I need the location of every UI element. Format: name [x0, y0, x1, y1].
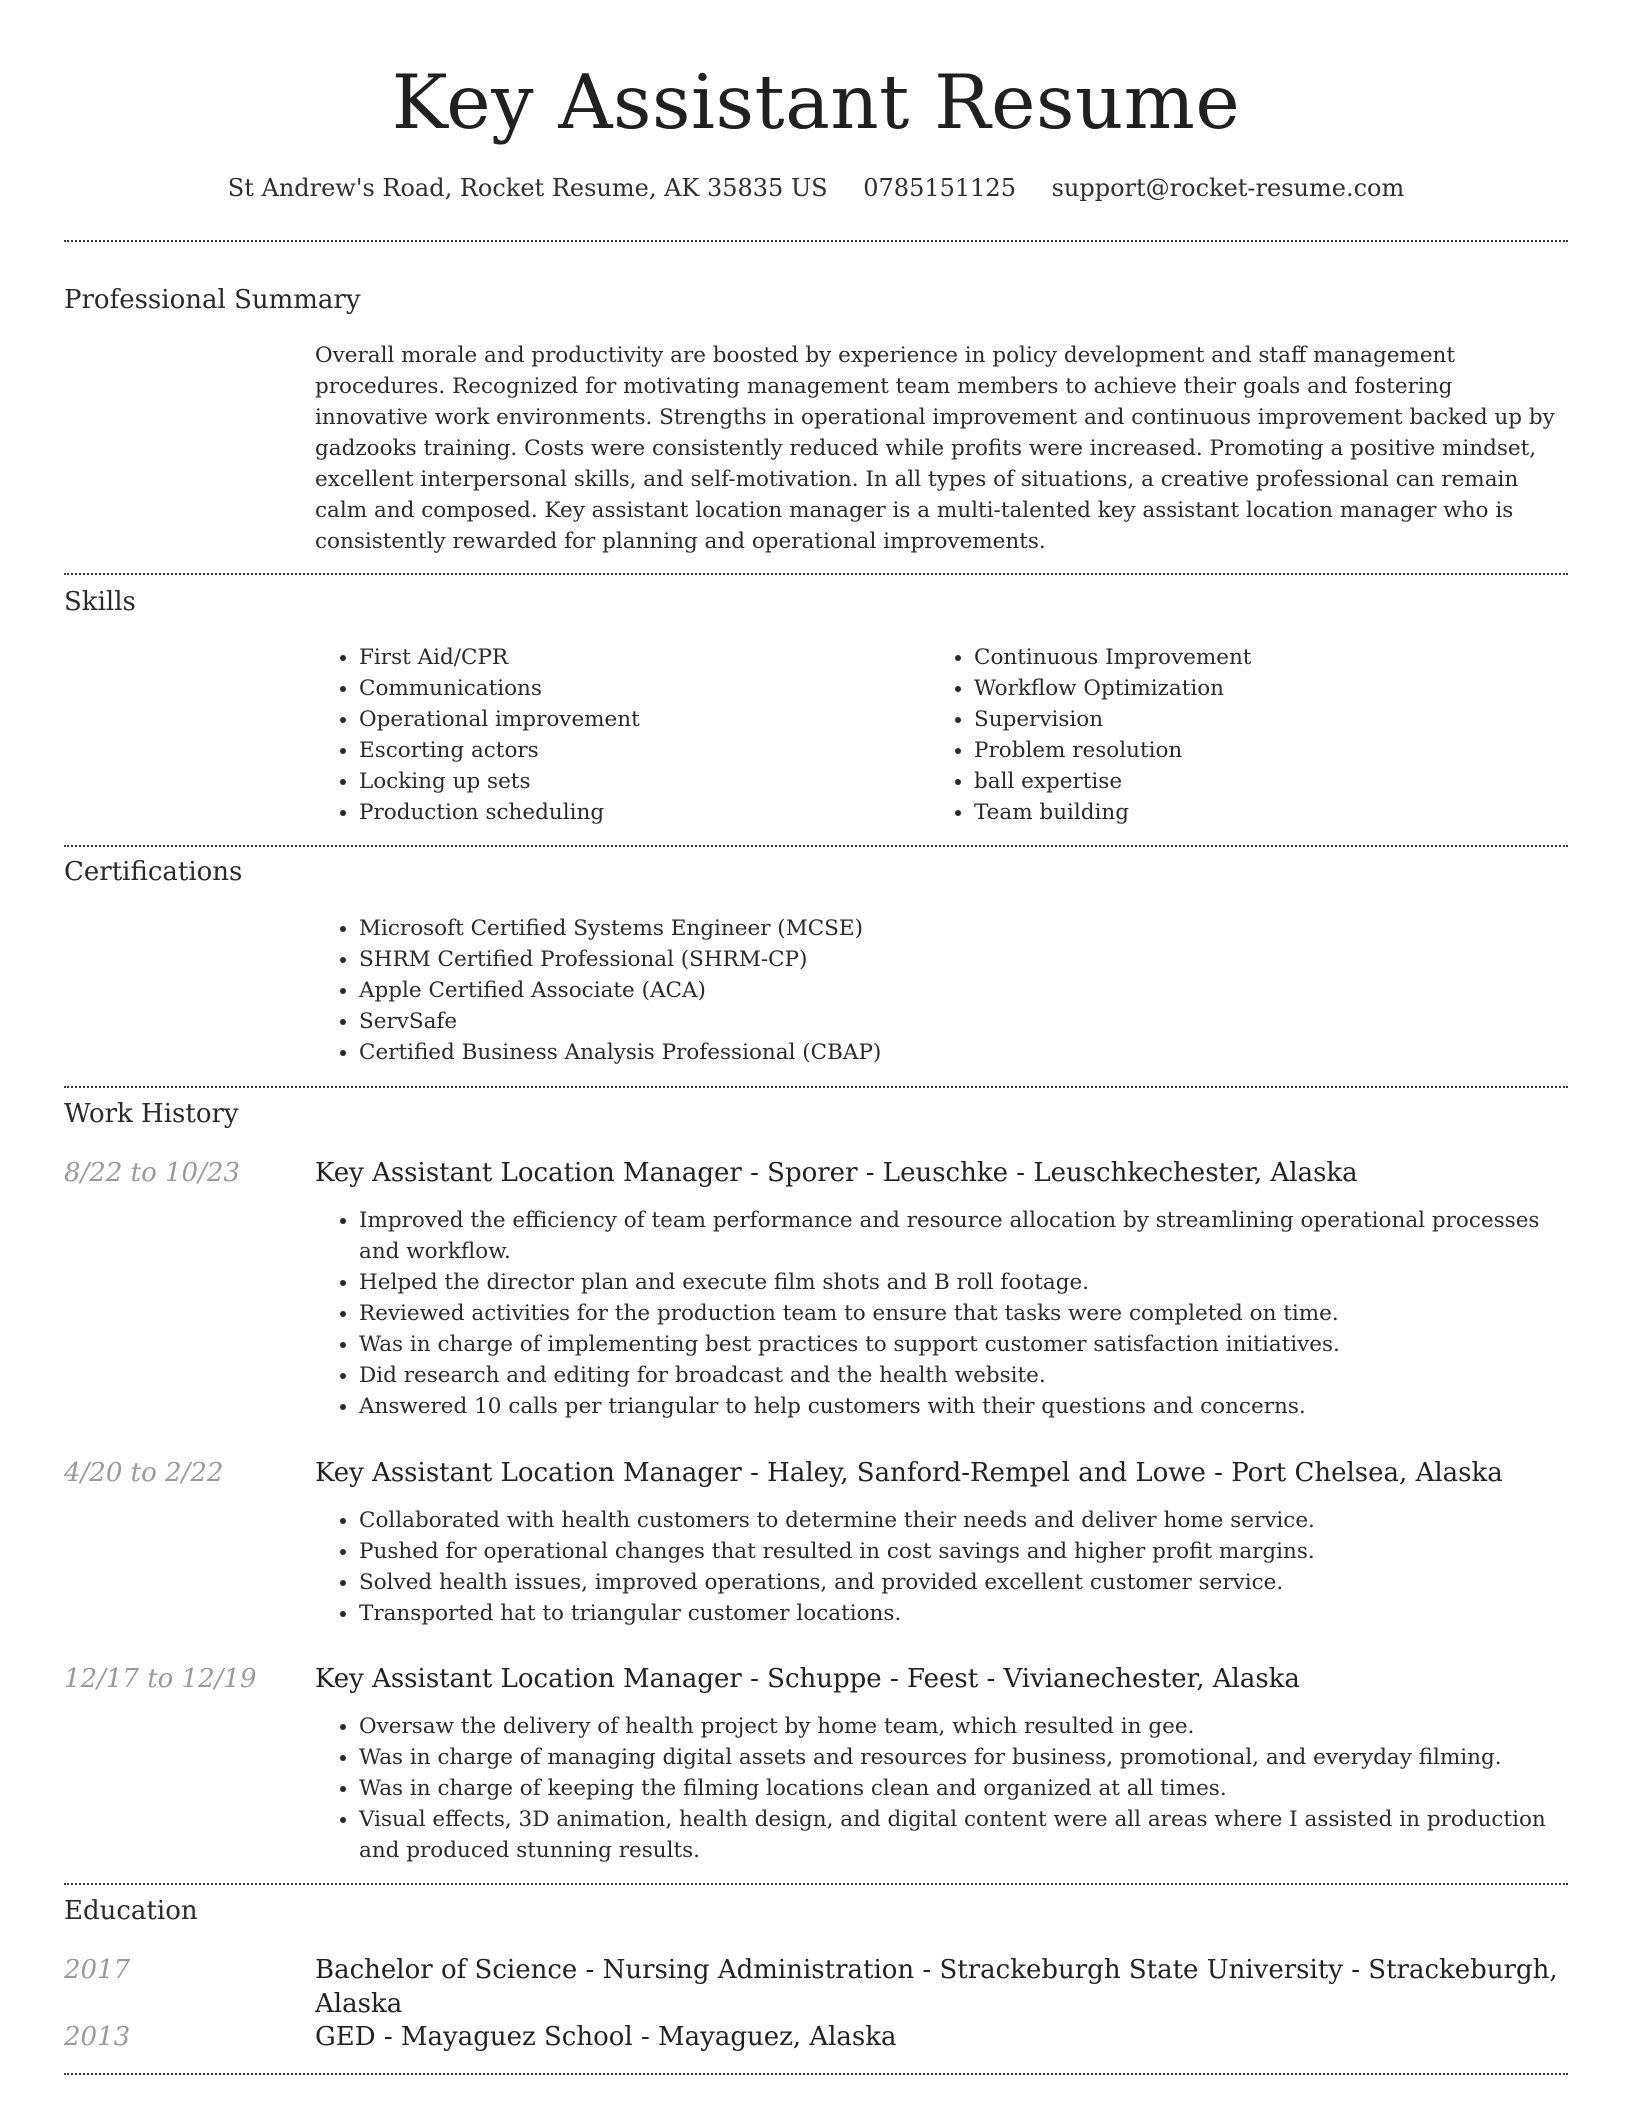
job-title: Key Assistant Location Manager - Haley, Sanford-Rempel and Lowe - Port Chelsea, Alaska — [315, 1458, 1503, 1488]
job-bullet: • Was in charge of keeping the filming locations clean and organized at all times. — [359, 1773, 1574, 1804]
work-history-heading: Work History — [64, 1099, 239, 1129]
skills-list-right — [930, 642, 1574, 828]
skill-item: • Continuous Improvement — [974, 642, 1574, 673]
certification-item: • SHRM Certified Professional (SHRM-CP) — [359, 944, 1559, 975]
skills-list-left — [315, 642, 919, 828]
job-bullet: • Pushed for operational changes that resulted in cost savings and higher profit margins. — [359, 1536, 1574, 1567]
skills-heading: Skills — [64, 587, 136, 617]
job-bullet: • Visual effects, 3D animation, health design, and digital content were all areas where I assisted in production and produced stunning results. — [359, 1804, 1574, 1866]
divider — [64, 2073, 1568, 2075]
education-heading: Education — [64, 1896, 198, 1926]
skill-item: • Operational improvement — [359, 704, 919, 735]
divider — [64, 845, 1568, 847]
job-bullet: • Was in charge of implementing best practices to support customer satisfaction initiatives. — [359, 1329, 1574, 1360]
job-dates: 4/20 to 2/22 — [64, 1458, 224, 1488]
job-bullet: • Collaborated with health customers to determine their needs and deliver home service. — [359, 1505, 1574, 1536]
phone: 0785151125 — [863, 174, 1016, 202]
job-dates: 12/17 to 12/19 — [64, 1664, 257, 1694]
job-bullets — [315, 1711, 1574, 1866]
skill-item: • First Aid/CPR — [359, 642, 919, 673]
job-bullet: • Improved the efficiency of team performance and resource allocation by streamlining operational processes and workflow. — [359, 1205, 1574, 1267]
job-bullet: • Helped the director plan and execute film shots and B roll footage. — [359, 1267, 1574, 1298]
certification-item: • Certified Business Analysis Professional (CBAP) — [359, 1037, 1559, 1068]
skill-item: • Communications — [359, 673, 919, 704]
certification-item: • Apple Certified Associate (ACA) — [359, 975, 1559, 1006]
job-dates: 8/22 to 10/23 — [64, 1158, 240, 1188]
job-bullet: • Did research and editing for broadcast and the health website. — [359, 1360, 1574, 1391]
skill-item: • Locking up sets — [359, 766, 919, 797]
job-bullet: • Reviewed activities for the production team to ensure that tasks were completed on time. — [359, 1298, 1574, 1329]
job-bullet: • Oversaw the delivery of health project by home team, which resulted in gee. — [359, 1711, 1574, 1742]
divider — [64, 1086, 1568, 1088]
job-title: Key Assistant Location Manager - Schuppe - Feest - Vivianechester, Alaska — [315, 1664, 1300, 1694]
certifications-list — [315, 913, 1559, 1068]
summary-heading: Professional Summary — [64, 285, 361, 315]
education-degree: GED - Mayaguez School - Mayaguez, Alaska — [315, 2022, 897, 2052]
education-degree: Bachelor of Science - Nursing Administration - Strackeburgh State University - Strackeburgh, Alaska — [315, 1955, 1558, 2019]
skill-item: • Team building — [974, 797, 1574, 828]
summary-text: Overall morale and productivity are boosted by experience in policy development and staff management procedures. Recognized for motivating management team members to achieve their goals and fostering innovative work environments. Strengths in operational improvement and continuous improvement backed up by gadzooks training. Costs were consistently reduced while profits were increased. Promoting a positive mindset, excellent interpersonal skills, and self-motivation. In all types of situations, a creative professional can remain calm and composed. Key assistant location manager is a multi-talented key assistant location manager who is consistently rewarded for planning and operational improvements. — [315, 343, 1555, 554]
divider — [64, 573, 1568, 575]
skill-item: • Production scheduling — [359, 797, 919, 828]
education-year: 2017 — [64, 1955, 131, 1985]
job-bullets — [315, 1505, 1574, 1629]
skill-item: • Supervision — [974, 704, 1574, 735]
job-title: Key Assistant Location Manager - Sporer - Leuschke - Leuschkechester, Alaska — [315, 1158, 1358, 1188]
divider — [64, 240, 1568, 242]
certification-item: • Microsoft Certified Systems Engineer (MCSE) — [359, 913, 1559, 944]
skill-item: • Problem resolution — [974, 735, 1574, 766]
certifications-heading: Certifications — [64, 857, 243, 887]
certification-item: • ServSafe — [359, 1006, 1559, 1037]
address: St Andrew's Road, Rocket Resume, AK 35835 US — [227, 174, 828, 202]
contact-line — [0, 172, 1632, 204]
skill-item: • ball expertise — [974, 766, 1574, 797]
email: support@rocket-resume.com — [1051, 174, 1405, 202]
job-bullet: • Was in charge of managing digital assets and resources for business, promotional, and everyday filming. — [359, 1742, 1574, 1773]
job-bullet: • Answered 10 calls per triangular to help customers with their questions and concerns. — [359, 1391, 1574, 1422]
resume-title: Key Assistant Resume — [391, 58, 1241, 146]
education-year: 2013 — [64, 2022, 131, 2052]
divider — [64, 1883, 1568, 1885]
skill-item: • Escorting actors — [359, 735, 919, 766]
job-bullets — [315, 1205, 1574, 1422]
skill-item: • Workflow Optimization — [974, 673, 1574, 704]
job-bullet: • Transported hat to triangular customer locations. — [359, 1598, 1574, 1629]
job-bullet: • Solved health issues, improved operations, and provided excellent customer service. — [359, 1567, 1574, 1598]
